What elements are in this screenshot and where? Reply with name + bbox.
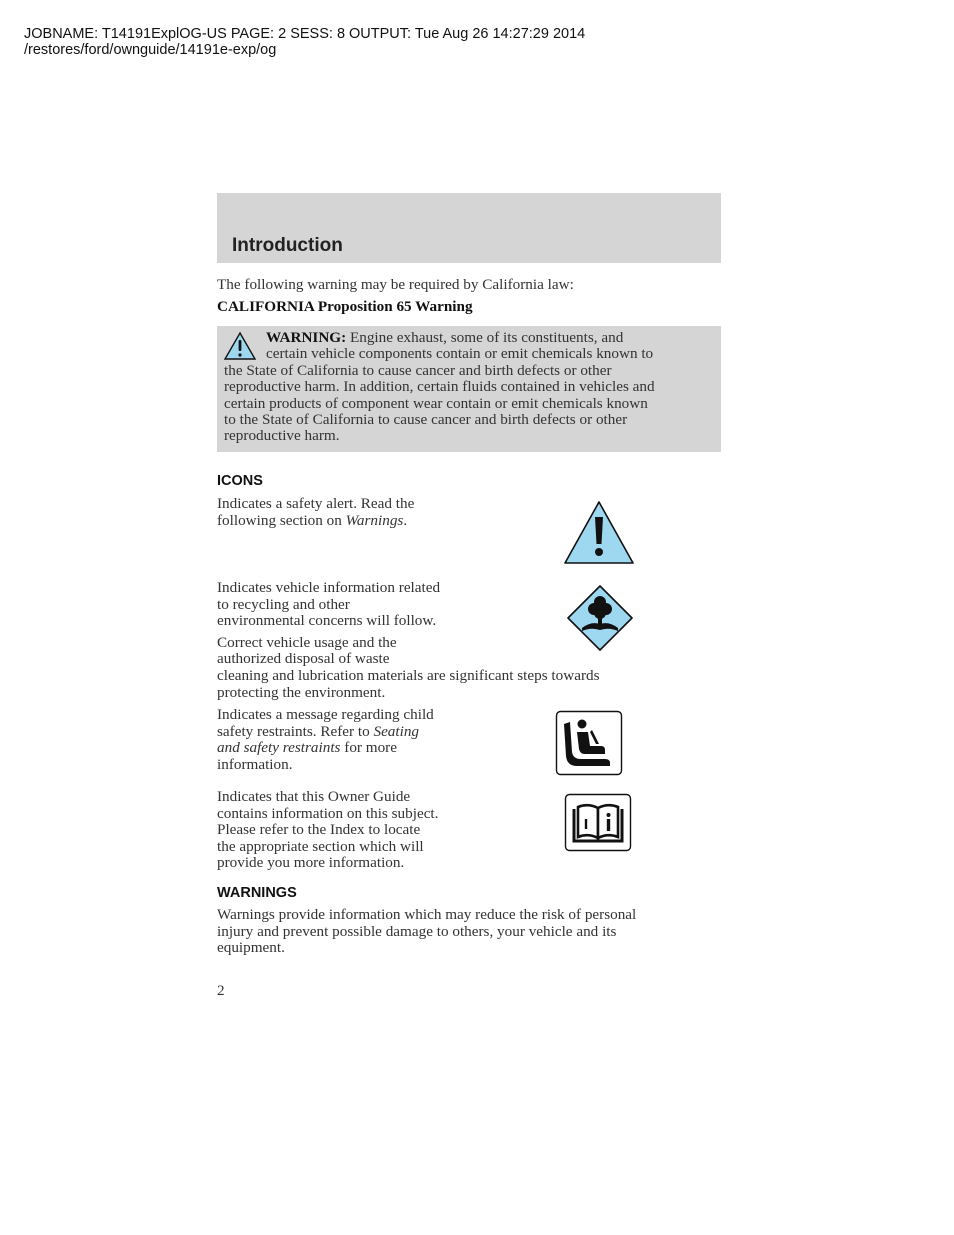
page-number: 2 (217, 982, 225, 999)
warning-line-4: reproductive harm. In addition, certain fluids contained in vehicles and (224, 378, 655, 396)
environment-line-2: to recycling and other (217, 595, 350, 613)
owner-guide-line-1: Indicates that this Owner Guide (217, 788, 411, 805)
warnings-line-2: injury and prevent possible damage to others, your vehicle and its (217, 922, 617, 940)
warning-line-6: to the State of California to cause cancer and birth defects or other (224, 411, 628, 429)
environment-line-5: authorized disposal of waste (217, 650, 390, 668)
warning-line-2: certain vehicle components contain or emit chemicals known to (266, 345, 654, 363)
warnings-heading: WARNINGS (217, 885, 297, 901)
warning-line-5: certain products of component wear contain or emit chemicals known (224, 394, 648, 412)
environment-line-6: cleaning and lubrication materials are significant steps towards (217, 666, 600, 684)
environment-tree-icon (566, 584, 634, 652)
print-job-line-2: /restores/ford/ownguide/14191e-exp/og (24, 42, 277, 58)
environment-text (217, 580, 600, 701)
safety-restraints-reference: and safety restraints (217, 739, 341, 757)
child-safety-line-3-text: for more (340, 739, 397, 757)
child-safety-line-1: Indicates a message regarding child (217, 706, 434, 723)
prop65-heading: CALIFORNIA Proposition 65 Warning (217, 298, 473, 315)
icons-heading: ICONS (217, 473, 263, 489)
print-job-header (24, 26, 585, 58)
child-safety-line-4: information. (217, 755, 293, 773)
owner-guide-book-icon (564, 793, 632, 852)
child-safety-text (217, 707, 434, 773)
seating-reference: Seating (373, 722, 420, 740)
owner-guide-text (217, 789, 438, 872)
owner-guide-line-5: provide you more information. (217, 854, 405, 872)
warnings-line-3: equipment. (217, 939, 285, 957)
owner-guide-line-2: contains information on this subject. (217, 804, 439, 822)
child-safety-line-3 (217, 740, 434, 757)
safety-alert-line-2-text: following section on (217, 511, 346, 529)
warnings-line-1: Warnings provide information which may reduce the risk of personal (217, 906, 637, 923)
warnings-reference: Warnings (345, 511, 404, 529)
child-safety-line-2-text: safety restraints. Refer to (217, 722, 374, 740)
safety-alert-line-2 (217, 513, 414, 530)
owner-guide-line-4: the appropriate section which will (217, 837, 424, 855)
chapter-header-band (217, 193, 721, 263)
safety-alert-line-1: Indicates a safety alert. Read the (217, 495, 415, 512)
owner-guide-line-3: Please refer to the Index to locate (217, 821, 421, 839)
environment-line-7: protecting the environment. (217, 683, 386, 701)
safety-alert-period: . (403, 511, 408, 529)
warning-line-7: reproductive harm. (224, 427, 340, 445)
child-seat-icon (555, 710, 623, 776)
intro-text: The following warning may be required by California law: (217, 276, 574, 293)
safety-alert-icon (563, 500, 635, 566)
print-job-line-1: JOBNAME: T14191ExplOG-US PAGE: 2 SESS: 8 OUTPUT: Tue Aug 26 14:27:29 2014 (24, 26, 586, 42)
environment-line-4: Correct vehicle usage and the (217, 633, 397, 651)
chapter-title: Introduction (232, 235, 343, 256)
california-warning-box (217, 326, 721, 452)
warning-line-1: Engine exhaust, some of its constituents, and (349, 329, 624, 346)
safety-alert-text (217, 496, 414, 529)
warning-label: WARNING: (266, 329, 347, 346)
environment-line-1: Indicates vehicle information related (217, 579, 441, 596)
environment-line-3: environmental concerns will follow. (217, 612, 437, 630)
warnings-text (217, 907, 636, 957)
warning-text (224, 330, 716, 445)
child-safety-line-2 (217, 724, 434, 741)
warning-line-3: the State of California to cause cancer and birth defects or other (224, 361, 612, 379)
